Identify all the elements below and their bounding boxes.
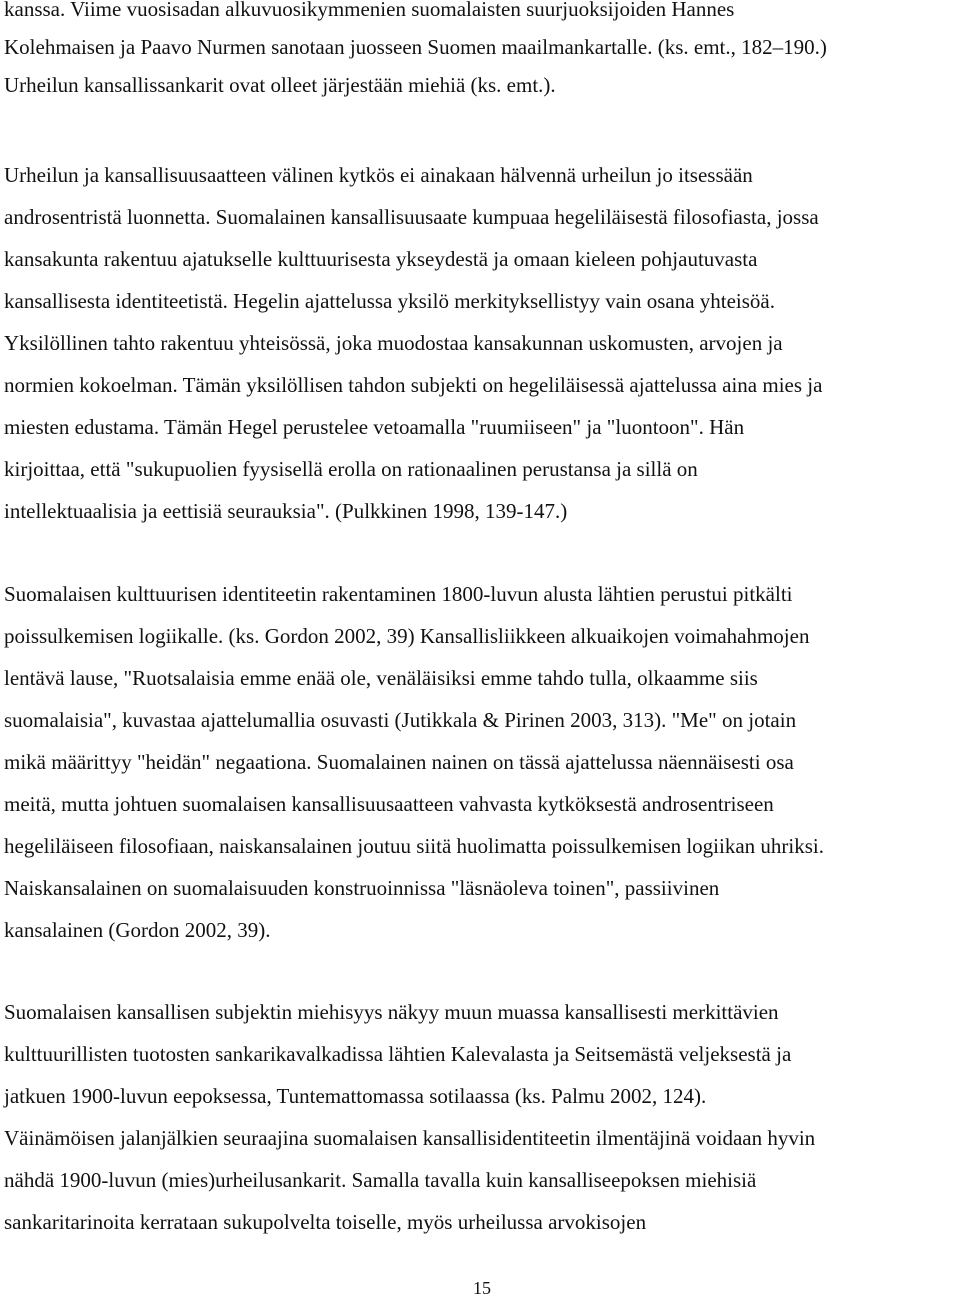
document-page <box>4 0 960 1298</box>
text-line: jatkuen 1900-luvun eepoksessa, Tuntemattomassa sotilaassa (ks. Palmu 2002, 124). <box>4 1084 707 1108</box>
paragraph-national-subject <box>4 991 960 1243</box>
text-line: Suomalaisen kulttuurisen identiteetin rakentaminen 1800-luvun alusta lähtien perustui pitkälti <box>4 582 793 606</box>
text-line: suomalaisia", kuvastaa ajattelumallia osuvasti (Jutikkala & Pirinen 2003, 313). "Me" on jotain <box>4 708 797 732</box>
text-line: Yksilöllinen tahto rakentuu yhteisössä, joka muodostaa kansakunnan uskomusten, arvojen ja <box>4 331 783 355</box>
page-number: 15 <box>473 1278 491 1298</box>
text-line: miesten edustama. Tämän Hegel perustelee vetoamalla "ruumiiseen" ja "luontoon". Hän <box>4 415 745 439</box>
text-line: lentävä lause, "Ruotsalaisia emme enää ole, venäläisiksi emme tahdo tulla, olkaamme siis <box>4 666 758 690</box>
text-line: kansalainen (Gordon 2002, 39). <box>4 918 271 942</box>
text-line: meitä, mutta johtuen suomalaisen kansallisuusaatteen vahvasta kytköksestä androsentriseen <box>4 792 774 816</box>
text-line: kulttuurillisten tuotosten sankarikavalkadissa lähtien Kalevalasta ja Seitsemästä veljeksestä ja <box>4 1042 792 1066</box>
text-line: mikä määrittyy "heidän" negaationa. Suomalainen nainen on tässä ajattelussa näennäisesti osa <box>4 750 794 774</box>
text-line: kansallisesta identiteetistä. Hegelin ajattelussa yksilö merkityksellistyy vain osana yhteisöä. <box>4 289 775 313</box>
paragraph-intro-continuation <box>4 0 960 104</box>
text-line: Urheilun ja kansallisuusaatteen välinen kytkös ei ainakaan hälvennä urheilun jo itsessään <box>4 163 753 187</box>
text-line: nähdä 1900-luvun (mies)urheilusankarit. Samalla tavalla kuin kansalliseepoksen miehisiä <box>4 1168 757 1192</box>
text-line: androsentristä luonnetta. Suomalainen kansallisuusaate kumpuaa hegeliläisestä filosofiasta, jossa <box>4 205 819 229</box>
text-line: Suomalaisen kansallisen subjektin miehisyys näkyy muun muassa kansallisesti merkittävien <box>4 1000 779 1024</box>
text-line: Naiskansalainen on suomalaisuuden konstruoinnissa "läsnäoleva toinen", passiivinen <box>4 876 720 900</box>
text-line: Kolehmaisen ja Paavo Nurmen sanotaan juosseen Suomen maailmankartalle. (ks. emt., 182–190.) <box>4 35 827 59</box>
paragraph-exclusion-logic <box>4 573 960 951</box>
text-line: Väinämöisen jalanjälkien seuraajina suomalaisen kansallisidentiteetin ilmentäjinä voidaan hyvin <box>4 1126 816 1150</box>
text-line: poissulkemisen logiikalle. (ks. Gordon 2002, 39) Kansallisliikkeen alkuaikojen voimahahmojen <box>4 624 810 648</box>
text-line: intellektuaalisia ja eettisiä seurauksia". (Pulkkinen 1998, 139-147.) <box>4 499 568 523</box>
text-line: kirjoittaa, että "sukupuolien fyysisellä erolla on rationaalinen perustansa ja sillä on <box>4 457 698 481</box>
text-line: Urheilun kansallissankarit ovat olleet järjestään miehiä (ks. emt.). <box>4 73 556 97</box>
paragraph-hegel <box>4 154 960 532</box>
text-line: hegeliläiseen filosofiaan, naiskansalainen joutuu siitä huolimatta poissulkemisen logiikan uhriksi. <box>4 834 825 858</box>
text-line: normien kokoelman. Tämän yksilöllisen tahdon subjekti on hegeliläisessä ajattelussa aina mies ja <box>4 373 823 397</box>
text-line: sankaritarinoita kerrataan sukupolvelta toiselle, myös urheilussa arvokisojen <box>4 1210 647 1234</box>
text-line: kansakunta rakentuu ajatukselle kulttuurisesta ykseydestä ja omaan kieleen pohjautuvasta <box>4 247 758 271</box>
text-line: kanssa. Viime vuosisadan alkuvuosikymmenien suomalaisten suurjuoksijoiden Hannes <box>4 0 735 21</box>
